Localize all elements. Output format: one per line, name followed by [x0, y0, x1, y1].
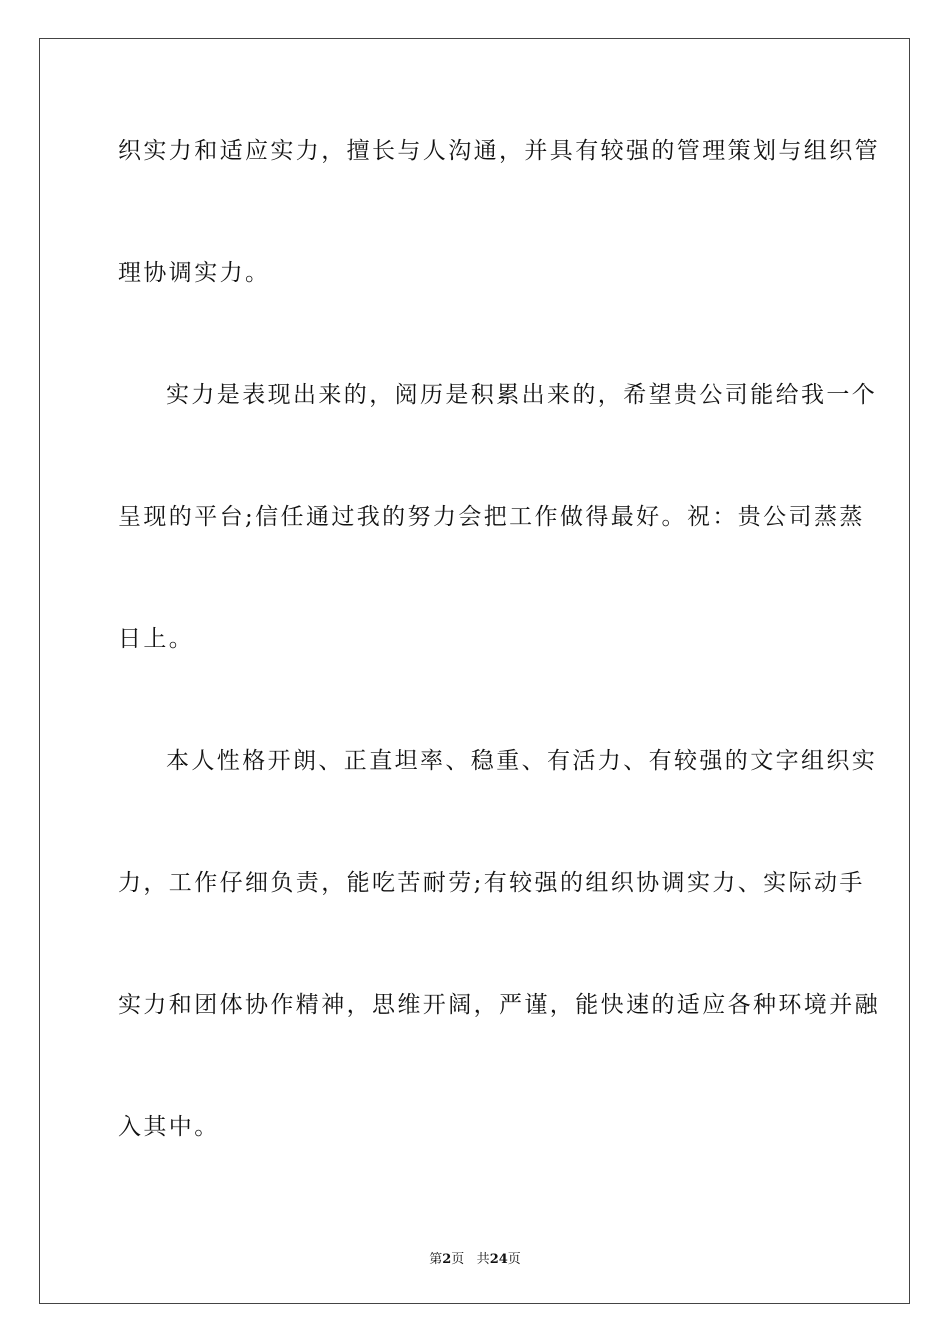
body-text-line: 日上。 — [118, 626, 195, 652]
body-text-line: 实力和团体协作精神，思维开阔，严谨，能快速的适应各种环境并融 — [118, 992, 880, 1018]
body-text-line: 入其中。 — [118, 1114, 220, 1140]
total-pages: 24 — [489, 1252, 508, 1267]
page-number: 2 — [442, 1252, 452, 1267]
total-suffix: 页 — [507, 1252, 521, 1267]
paragraph-first-line: 实力是表现出来的，阅历是积累出来的，希望贵公司能给我一个 — [166, 382, 878, 408]
total-prefix: 共 — [476, 1252, 490, 1267]
page-footer — [0, 1248, 950, 1267]
page-suffix: 页 — [451, 1252, 465, 1267]
body-text-line: 织实力和适应实力，擅长与人沟通，并具有较强的管理策划与组织管 — [118, 138, 880, 164]
paragraph-first-line: 本人性格开朗、正直坦率、稳重、有活力、有较强的文字组织实 — [166, 748, 878, 774]
page-prefix: 第 — [429, 1252, 443, 1267]
body-text-line: 呈现的平台;信任通过我的努力会把工作做得最好。祝：贵公司蒸蒸 — [118, 504, 865, 530]
body-text-line: 力，工作仔细负责，能吃苦耐劳;有较强的组织协调实力、实际动手 — [118, 870, 865, 896]
body-text-line: 理协调实力。 — [118, 260, 271, 286]
